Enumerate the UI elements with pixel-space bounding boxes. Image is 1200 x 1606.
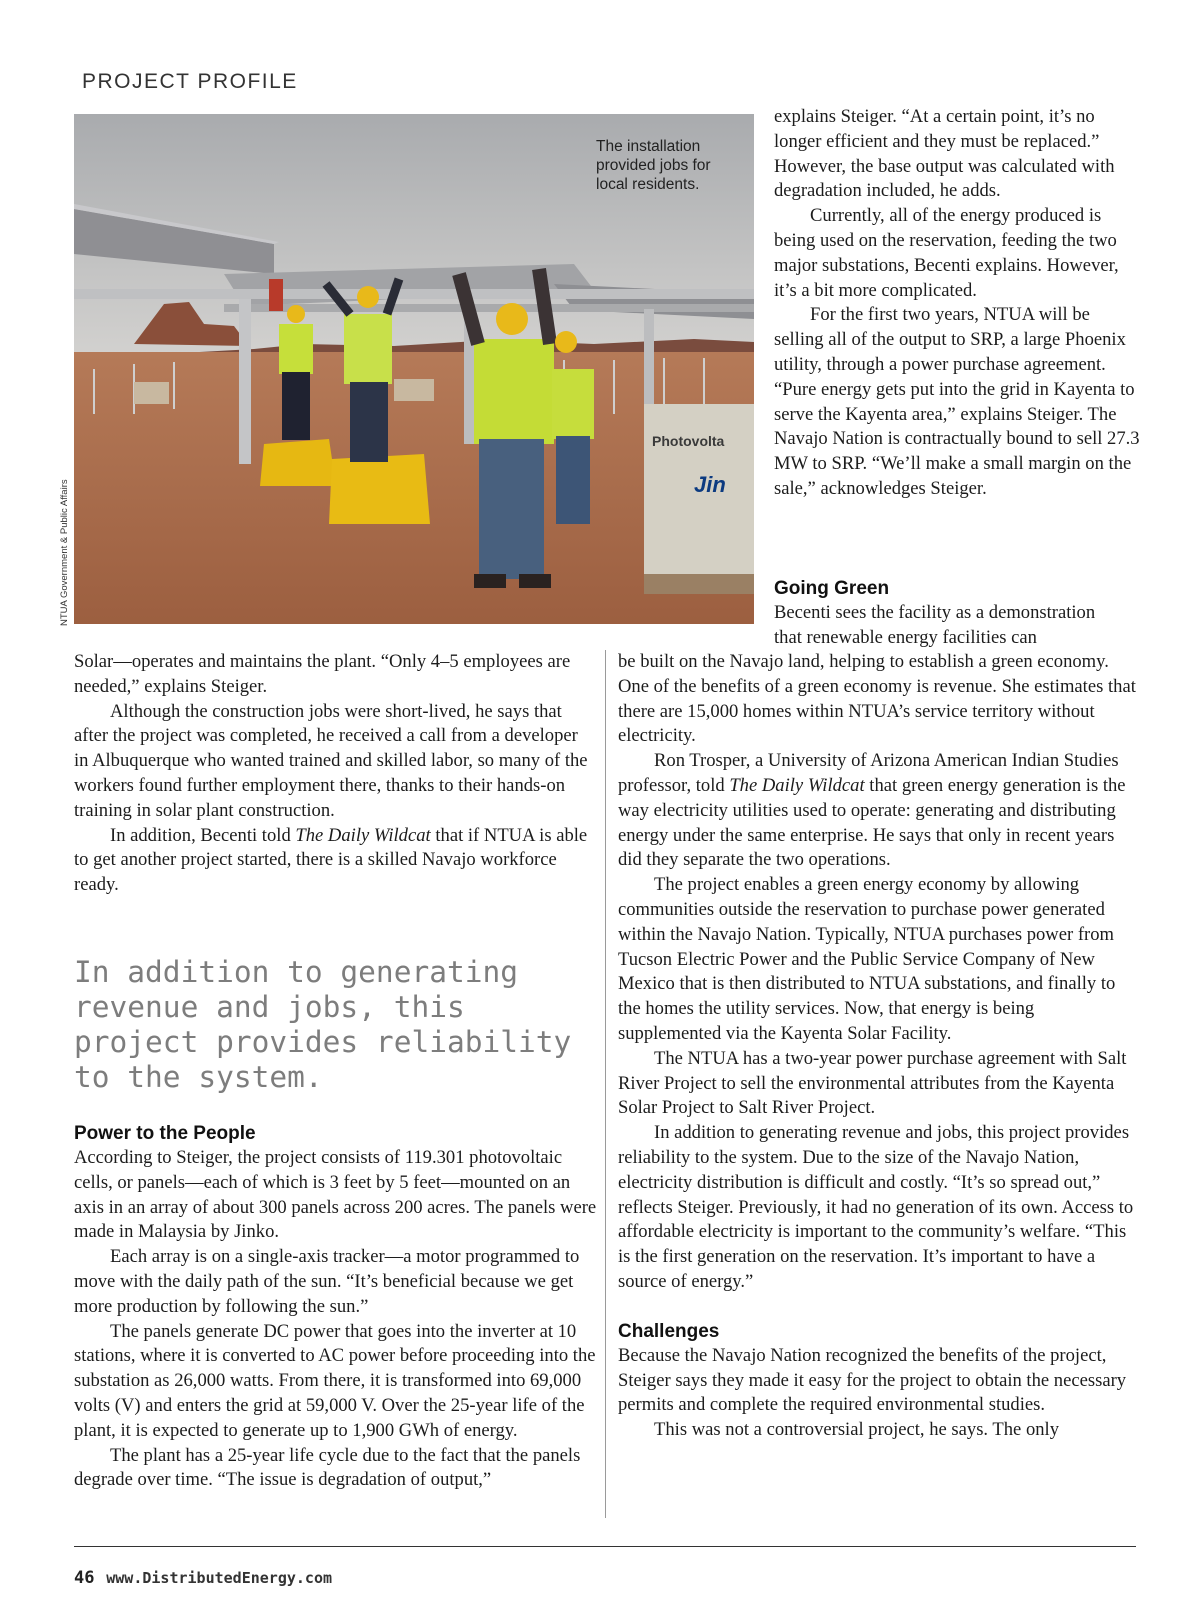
- footer-rule: [74, 1546, 1136, 1547]
- text: Ron Trosper, a University of Arizona American Indian Studies professor, told: [618, 750, 1119, 796]
- photo-caption: The installation provided jobs for local residents.: [596, 138, 711, 193]
- paragraph: [618, 749, 1140, 873]
- paragraph: Solar—operates and maintains the plant. “Only 4–5 employees are needed,” explains Steiger.: [74, 651, 571, 697]
- footer: [74, 1568, 332, 1588]
- paragraph: explains Steiger. “At a certain point, it’s no longer efficient and they must be replaced.” However, the base output was calculated with degradation included, he adds.: [774, 106, 1115, 202]
- text: In addition, Becenti told: [110, 824, 296, 846]
- paragraph: [74, 824, 594, 898]
- text: that green energy generation is the way electricity utilities used to operate: generating and distributing energy under the same enterprise. He says that only in recent years did they separate the two operations.: [618, 774, 1126, 871]
- footer-url[interactable]: www.DistributedEnergy.com: [106, 1569, 333, 1587]
- pull-quote: In addition to generating revenue and jobs, this project provides reliability to the system.: [74, 955, 572, 1094]
- publication-name: The Daily Wildcat: [295, 824, 431, 846]
- paragraph: The NTUA has a two-year power purchase agreement with Salt River Project to sell the environmental attributes from the Kayenta Solar Project to Salt River Project.: [618, 1047, 1127, 1119]
- paragraph: Although the construction jobs were short-lived, he says that after the project was completed, he received a call from a developer in Albuquerque who wanted trained and skilled labor, so many of the workers found further employment there, thanks to their hands-on training in solar plant construction.: [74, 700, 588, 821]
- paragraph: Because the Navajo Nation recognized the benefits of the project, Steiger says they made it easy for the project to obtain the necessary permits and complete the required environmental studies.: [618, 1344, 1127, 1416]
- going-green-lead: Becenti sees the facility as a demonstration that renewable energy facilities can: [774, 602, 1096, 648]
- heading-challenges: Challenges: [618, 1320, 720, 1342]
- paragraph: This was not a controversial project, he says. The only: [654, 1419, 1060, 1441]
- paragraph: Currently, all of the energy produced is being used on the reservation, feeding the two major substations, Becenti explains. However, it’s a bit more complicated.: [774, 205, 1119, 301]
- box-label-jinko: Jin: [694, 472, 726, 497]
- paragraph: be built on the Navajo land, helping to establish a green economy. One of the benefits of a green economy is revenue. She estimates that there are 15,000 homes within NTUA’s service territory without electricity.: [618, 651, 1136, 747]
- left-lower-column: [74, 1146, 599, 1493]
- box-label-photovoltaic: Photovolta: [652, 433, 725, 449]
- right-column: [618, 650, 1140, 1443]
- text: that if NTUA is able to get another project started, there is a skilled Navajo workforce ready.: [74, 824, 588, 896]
- paragraph: For the first two years, NTUA will be selling all of the output to SRP, a large Phoenix utility, through a power purchase agreement. “Pure energy gets put into the grid in Kayenta to serve the Kayenta area,” explains Steiger. The Navajo Nation is contractually bound to sell 27.3 MW to SRP. “We’ll make a small margin on the sale,” acknowledges Steiger.: [774, 304, 1140, 499]
- paragraph: The project enables a green energy economy by allowing communities outside the reservation to purchase power generated within the Navajo Nation. Typically, NTUA purchases power from Tucson Electric Power and the Public Service Company of New Mexico that is then distributed to NTUA substations, and finally to the homes the utility services. Now, that energy is being supplemented via the Kayenta Solar Facility.: [618, 874, 1116, 1044]
- section-label: PROJECT PROFILE: [82, 70, 298, 93]
- column-divider: [605, 650, 606, 1518]
- photo-credit: NTUA Government & Public Affairs: [59, 479, 70, 626]
- paragraph: The plant has a 25-year life cycle due to the fact that the panels degrade over time. “The issue is degradation of output,”: [74, 1444, 581, 1491]
- heading-going-green: Going Green: [774, 578, 890, 599]
- left-column: [74, 650, 594, 898]
- paragraph: In addition to generating revenue and jobs, this project provides reliability to the system. Due to the size of the Navajo Nation, electricity distribution is difficult and costly. “It’s so spread out,” reflects Steiger. Previously, it had no generation of its own. Access to affordable electricity is important to the community’s welfare. “This is the first generation on the reservation. It’s important to have a source of energy.”: [618, 1122, 1134, 1292]
- paragraph: According to Steiger, the project consists of 119.301 photovoltaic cells, or panels—each of which is 3 feet by 5 feet—mounted on an axis in an array of about 300 panels across 200 acres. The panels were made in Malaysia by Jinko.: [74, 1147, 597, 1243]
- heading-power-to-the-people: Power to the People: [74, 1123, 256, 1144]
- right-top-column: [774, 105, 1144, 502]
- paragraph: Each array is on a single-axis tracker—a motor programmed to move with the daily path of the sun. “It’s beneficial because we get more production by following the sun.”: [74, 1246, 580, 1317]
- paragraph: The panels generate DC power that goes into the inverter at 10 stations, where it is converted to AC power before proceeding into the substation as 26,000 watts. From there, it is transformed into 69,000 volts (V) and enters the grid at 59,000 V. Over the 25-year life of the plant, it is expected to generate up to 1,900 GWh of energy.: [74, 1320, 596, 1441]
- publication-name: The Daily Wildcat: [729, 774, 865, 796]
- page-number: 46: [74, 1568, 95, 1588]
